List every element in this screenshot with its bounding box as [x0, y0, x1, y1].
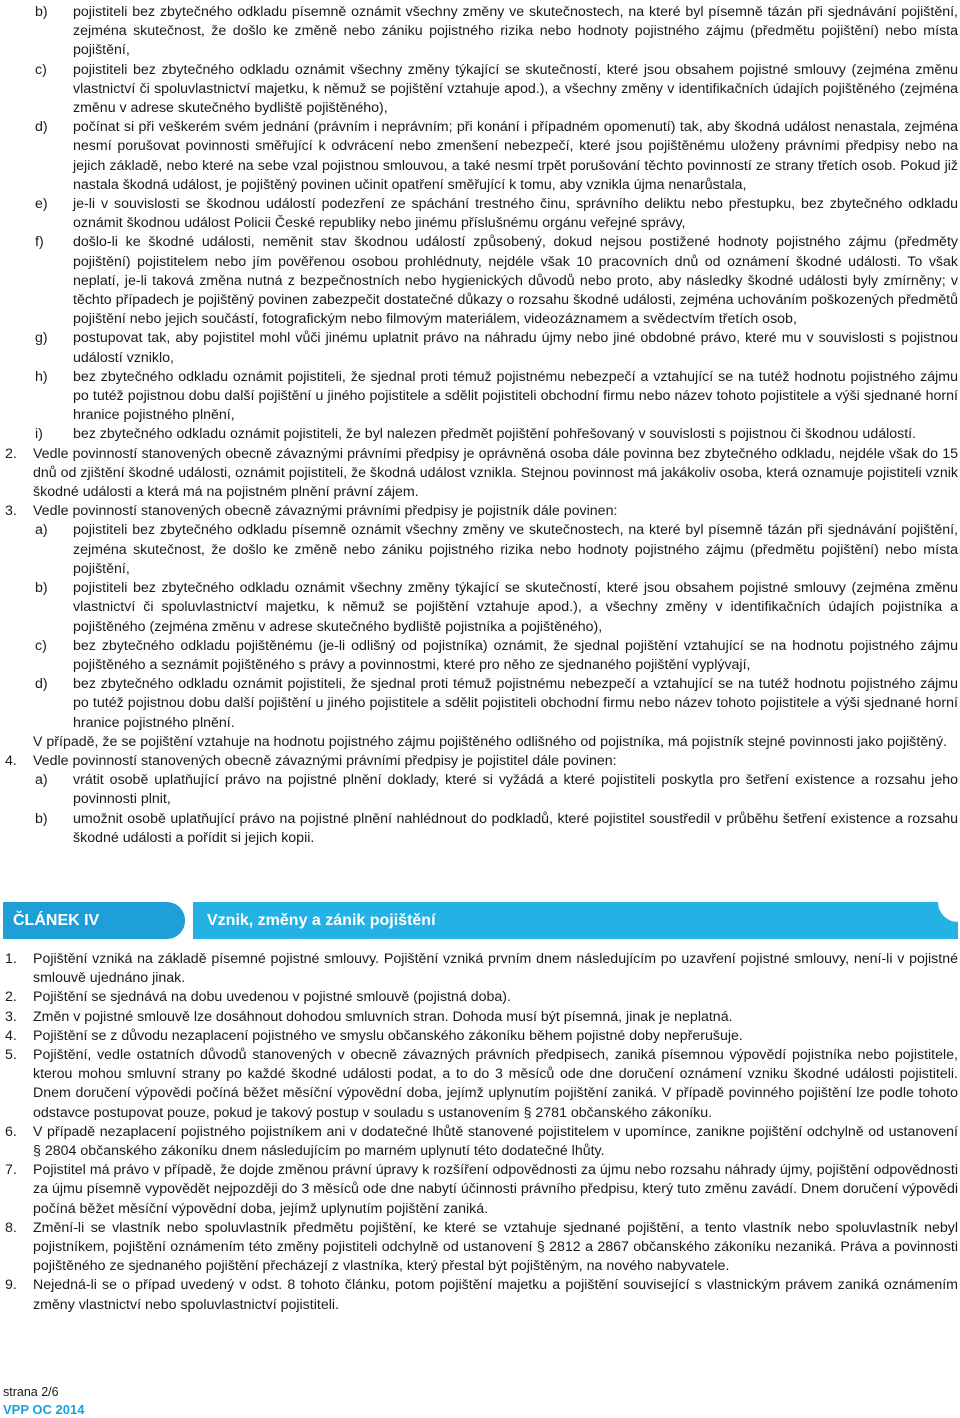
- article-paragraph: [0, 988, 958, 1007]
- item-marker: 5.: [5, 1047, 17, 1064]
- paragraph-number: 2.: [5, 445, 17, 462]
- item-marker: b): [35, 580, 48, 597]
- item-text: počínat si při veškerém svém jednání (právním i neprávním; při konání i případném opomenutí) tak, aby škodná událost nenastala, zejména nesmí porušovat povinnosti směřující k odvrácení nebo zmenšení nebezpečí, které jsou pojištěnému uloženy právními předpisy nebo na jejich základě, nebo které na sebe vzal pojistnou smlouvou, a také nesmí trpět porušování těchto povinností ze strany třetích osob. Pokud již nastala škodná událost, je pojištěný povinen učinit opatření směřující k tomu, aby vznikla újma nenarůstala,: [73, 119, 958, 193]
- item-text: pojistiteli bez zbytečného odkladu písemně oznámit všechny změny ve skutečnostech, na které byl písemně tázán při sjednávání pojištění, zejména skutečnost, že došlo ke změně nebo zániku pojistného rizika nebo hodnoty pojistného zájmu (předmětu pojištění) nebo místa pojištění,: [73, 522, 958, 577]
- paragraph-number: 4.: [5, 752, 17, 769]
- list-item: [0, 521, 958, 579]
- item-marker: 3.: [5, 1008, 17, 1025]
- list-item: [0, 3, 958, 61]
- article-paragraph: [0, 1276, 958, 1314]
- item-marker: h): [35, 368, 48, 385]
- item-marker: 8.: [5, 1219, 17, 1236]
- item-marker: 4.: [5, 1027, 17, 1044]
- item-marker: f): [35, 234, 44, 251]
- paragraph-text: Vedle povinností stanovených obecně závaznými právními předpisy je oprávněná osoba dále povinna bez zbytečného odkladu, nejdéle však do 15 dnů od zjištění škodné události, oznámit pojistiteli, že škodná událost vznikla. Stejnou povinnost má jakákoliv osoba, která oznamuje pojistiteli vznik škodné události a která má na pojistném plnění právní zájem.: [33, 445, 958, 501]
- article-iv-body: [0, 950, 958, 1315]
- item-marker: e): [35, 196, 48, 213]
- article-heading-bar: [3, 902, 958, 939]
- paragraph-text: Vedle povinností stanovených obecně závaznými právními předpisy je pojistník dále povinen:: [33, 503, 618, 520]
- item-marker: d): [35, 119, 48, 136]
- obligations-policyholder-list: [0, 521, 958, 732]
- item-marker: c): [35, 61, 47, 78]
- item-text: došlo-li ke škodné události, neměnit stav škodnou událostí způsobený, dokud nejsou postižené hodnoty pojistného zájmu (předměty pojištění) pojistitelem nebo jím pověřenou osobou prohlédnuty, nejdéle však 10 pracovních dnů od oznámení škodné události. To však neplatí, je-li taková změna nutná z bezpečnostních nebo hygienických důvodů nebo proto, aby následky škodné události byly zmírněny; v těchto případech je pojištěný povinen zabezpečit dostatečné důkazy o rozsahu škodné události, zejména uchováním poškozených předmětů pojištění nebo jejich součástí, fotografickým nebo filmovým materiálem, videozáznamem a svědectvím třetích osob,: [73, 234, 958, 328]
- article-paragraph: [0, 1219, 958, 1277]
- item-text: umožnit osobě uplatňující právo na pojistné plnění nahlédnout do podkladů, které pojistitel soustředil v průběhu šetření existence a rozsahu škodné události a pořídit si jejich kopii.: [73, 810, 958, 846]
- article-paragraph: [0, 1161, 958, 1219]
- article-paragraph: [0, 1123, 958, 1161]
- item-marker: c): [35, 637, 47, 654]
- item-marker: 7.: [5, 1162, 17, 1179]
- item-text: bez zbytečného odkladu pojištěnému (je-li odlišný od pojistníka) oznámit, že sjednal pojištění vztahující se na hodnotu pojistného zájmu pojištěného a seznámit pojištěného s právy a povinnostmi, které pro něho ze sjednaného pojištění vyplývají,: [73, 637, 958, 673]
- article-paragraph: [0, 1008, 958, 1027]
- paragraph-text: Vedle povinností stanovených obecně závaznými právními předpisy je pojistitel dále povinen:: [33, 752, 617, 769]
- list-item: [0, 118, 958, 195]
- item-text: Pojistitel má právo v případě, že dojde změnou právní úpravy k rozšíření odpovědnosti za újmu nebo rozsahu náhrady újmy, pojištění odpovědnosti za újmu písemně vypovědět nejpozději do 3 měsíců ode dne nabytí účinnosti právního předpisu, který tuto změnu zavádí. Dnem doručení výpovědi počíná běžet měsíční výpovědní doba, jejímž uplynutím pojištění zaniká.: [33, 1162, 958, 1217]
- paragraph-2: [0, 445, 958, 503]
- item-marker: b): [35, 810, 48, 827]
- page-number: strana 2/6: [3, 1385, 59, 1399]
- list-item: [0, 233, 958, 329]
- list-item: [0, 61, 958, 119]
- list-item: [0, 771, 958, 809]
- page-footer: [3, 1384, 84, 1418]
- item-text: Nejedná-li se o případ uvedený v odst. 8 tohoto článku, potom pojištění majetku a pojištění související s vlastnickým právem zaniká oznámením změny vlastnictví nebo spoluvlastnictví pojistiteli.: [33, 1277, 958, 1313]
- obligations-insured-list: [0, 3, 958, 445]
- article-iii-continuation: [0, 3, 958, 848]
- item-marker: 1.: [5, 951, 17, 967]
- item-text: Pojištění se z důvodu nezaplacení pojistného ve smyslu občanského zákoníku během pojistné doby nepřerušuje.: [33, 1027, 743, 1044]
- item-text: pojistiteli bez zbytečného odkladu písemně oznámit všechny změny ve skutečnostech, na které byl písemně tázán při sjednávání pojištění, zejména skutečnost, že došlo ke změně nebo zániku pojistného rizika nebo hodnoty pojistného zájmu (předmětu pojištění) nebo místa pojištění,: [73, 4, 958, 59]
- list-item: [0, 195, 958, 233]
- item-text: je-li v souvislosti se škodnou událostí podezření ze spáchání trestného činu, správního deliktu nebo přestupku, bez zbytečného odkladu oznámit škodnou událost Policii České republiky nebo jinému příslušnému orgánu veřejné správy,: [73, 196, 958, 232]
- item-text: vrátit osobě uplatňující právo na pojistné plnění doklady, které si vyžádá a které pojistiteli poskytla pro šetření existence a rozsahu jeho povinnosti plnit,: [73, 772, 958, 808]
- paragraph-3: [0, 502, 958, 521]
- item-text: V případě nezaplacení pojistného pojistníkem ani v dodatečné lhůtě stanovené pojistitelem v upomínce, zanikne pojištění odchylně od ustanovení § 2804 občanského zákoníku dnem následujícím po marném uplynutí této dodatečné lhůty.: [33, 1123, 958, 1160]
- list-item: [0, 579, 958, 637]
- article-paragraph: [0, 1046, 958, 1123]
- article-title: Vznik, změny a zánik pojištění: [193, 902, 958, 939]
- item-text: postupovat tak, aby pojistitel mohl vůči jinému uplatnit právo na náhradu újmy nebo jiné obdobné právo, které mu v souvislosti s pojistnou událostí vzniklo,: [73, 330, 958, 366]
- item-text: bez zbytečného odkladu oznámit pojistiteli, že byl nalezen předmět pojištění pohřešovaný v souvislosti s pojistnou či škodnou událostí.: [73, 426, 917, 443]
- item-text: bez zbytečného odkladu oznámit pojistiteli, že sjednal proti témuž pojistnému nebezpečí a vztahující se na tutéž hodnotu pojistného zájmu po tutéž pojistnou dobu další pojištění u jiného pojistitele a sdělit pojistiteli obchodní firmu nebo název tohoto pojistitele a výši sjednané horní hranice pojistného plnění,: [73, 368, 958, 424]
- list-item: [0, 425, 958, 444]
- document-code: VPP OC 2014: [3, 1402, 85, 1417]
- list-item: [0, 675, 958, 733]
- item-text: bez zbytečného odkladu oznámit pojistiteli, že sjednal proti témuž pojistnému nebezpečí a vztahující se na tutéž hodnotu pojistného zájmu po tutéž pojistnou dobu další pojištění u jiného pojistitele a sdělit pojistiteli obchodní firmu nebo název tohoto pojistitele a výši sjednané horní hranice pojistného plnění.: [73, 676, 958, 731]
- item-marker: g): [35, 330, 48, 347]
- item-text: Pojištění vzniká na základě písemné pojistné smlouvy. Pojištění vzniká prvním dnem následujícím po uzavření pojistné smlouvy, není-li v pojistné smlouvě ujednáno jinak.: [33, 951, 958, 987]
- item-text: Změn v pojistné smlouvě lze dosáhnout dohodou smluvních stran. Dohoda musí být písemná, jinak je neplatná.: [33, 1008, 733, 1025]
- list-item: [0, 329, 958, 367]
- item-marker: 6.: [5, 1123, 17, 1140]
- list-item: [0, 637, 958, 675]
- item-marker: d): [35, 676, 48, 693]
- list-item: [0, 368, 958, 426]
- item-text: Změní-li se vlastník nebo spoluvlastník předmětu pojištění, ke které se vztahuje sjednané pojištění, a tento vlastník nebo spoluvlastník nebyl pojistníkem, pojištění oznámením této změny pojistiteli odchylně od ustanovení § 2812 a 2867 občanského zákoníku nezaniká. Práva a povinnosti pojištěného ze sjednaného pojištění přecházejí z vlastníka, který přestal být pojištěným, na nového nabyvatele.: [33, 1219, 958, 1275]
- article-paragraph: [0, 950, 958, 988]
- article-number-label: ČLÁNEK IV: [3, 902, 185, 939]
- paragraph-3-tail: V případě, že se pojištění vztahuje na hodnotu pojistného zájmu pojištěného odlišného od pojistníka, má pojistník stejné povinnosti jako pojištěný.: [33, 733, 948, 750]
- paragraph-number: 3.: [5, 503, 17, 520]
- item-marker: 2.: [5, 989, 17, 1006]
- list-item: [0, 810, 958, 848]
- item-text: Pojištění, vedle ostatních důvodů stanovených v obecně závazných právních předpisech, zaniká písemnou výpovědí pojistníka nebo pojistitele, kterou mohou smluvní strany po každé škodné události podat, a to do 3 měsíců ode dne doručení oznámení vzniku škodné události pojistiteli. Dnem doručení výpovědi počíná běžet měsíční výpovědní doba, jejímž uplynutím pojištění zaniká. V případě povinného pojištění lze podle tohoto odstavce postupovat pouze, pokud je takový postup v souladu s ustanovením § 2781 občanského zákoníku.: [33, 1047, 958, 1121]
- article-paragraph: [0, 1027, 958, 1046]
- item-marker: a): [35, 772, 48, 789]
- paragraph-4: [0, 752, 958, 771]
- item-marker: a): [35, 522, 48, 539]
- item-text: pojistiteli bez zbytečného odkladu oznámit všechny změny týkající se skutečností, které jsou obsahem pojistné smlouvy (zejména změnu vlastnictví či spoluvlastnictví majetku, k němuž se pojištění vztahuje apod.), a všechny změny v identifikačních údajích pojištěného (zejména změnu v adrese skutečného bydliště pojištěného),: [73, 61, 958, 117]
- obligations-insurer-list: [0, 771, 958, 848]
- item-marker: b): [35, 4, 48, 20]
- item-text: Pojištění se sjednává na dobu uvedenou v pojistné smlouvě (pojistná doba).: [33, 989, 511, 1006]
- item-marker: 9.: [5, 1277, 17, 1294]
- item-marker: i): [35, 426, 43, 443]
- item-text: pojistiteli bez zbytečného odkladu oznámit všechny změny týkající se skutečností, které jsou obsahem pojistné smlouvy (zejména změnu vlastnictví či spoluvlastnictví majetku, k němuž se pojištění vztahuje apod.), a všechny změny v identifikačních údajích pojistníka a pojištěného (zejména změnu v adrese skutečného bydliště pojistníka a pojištěného),: [73, 580, 958, 635]
